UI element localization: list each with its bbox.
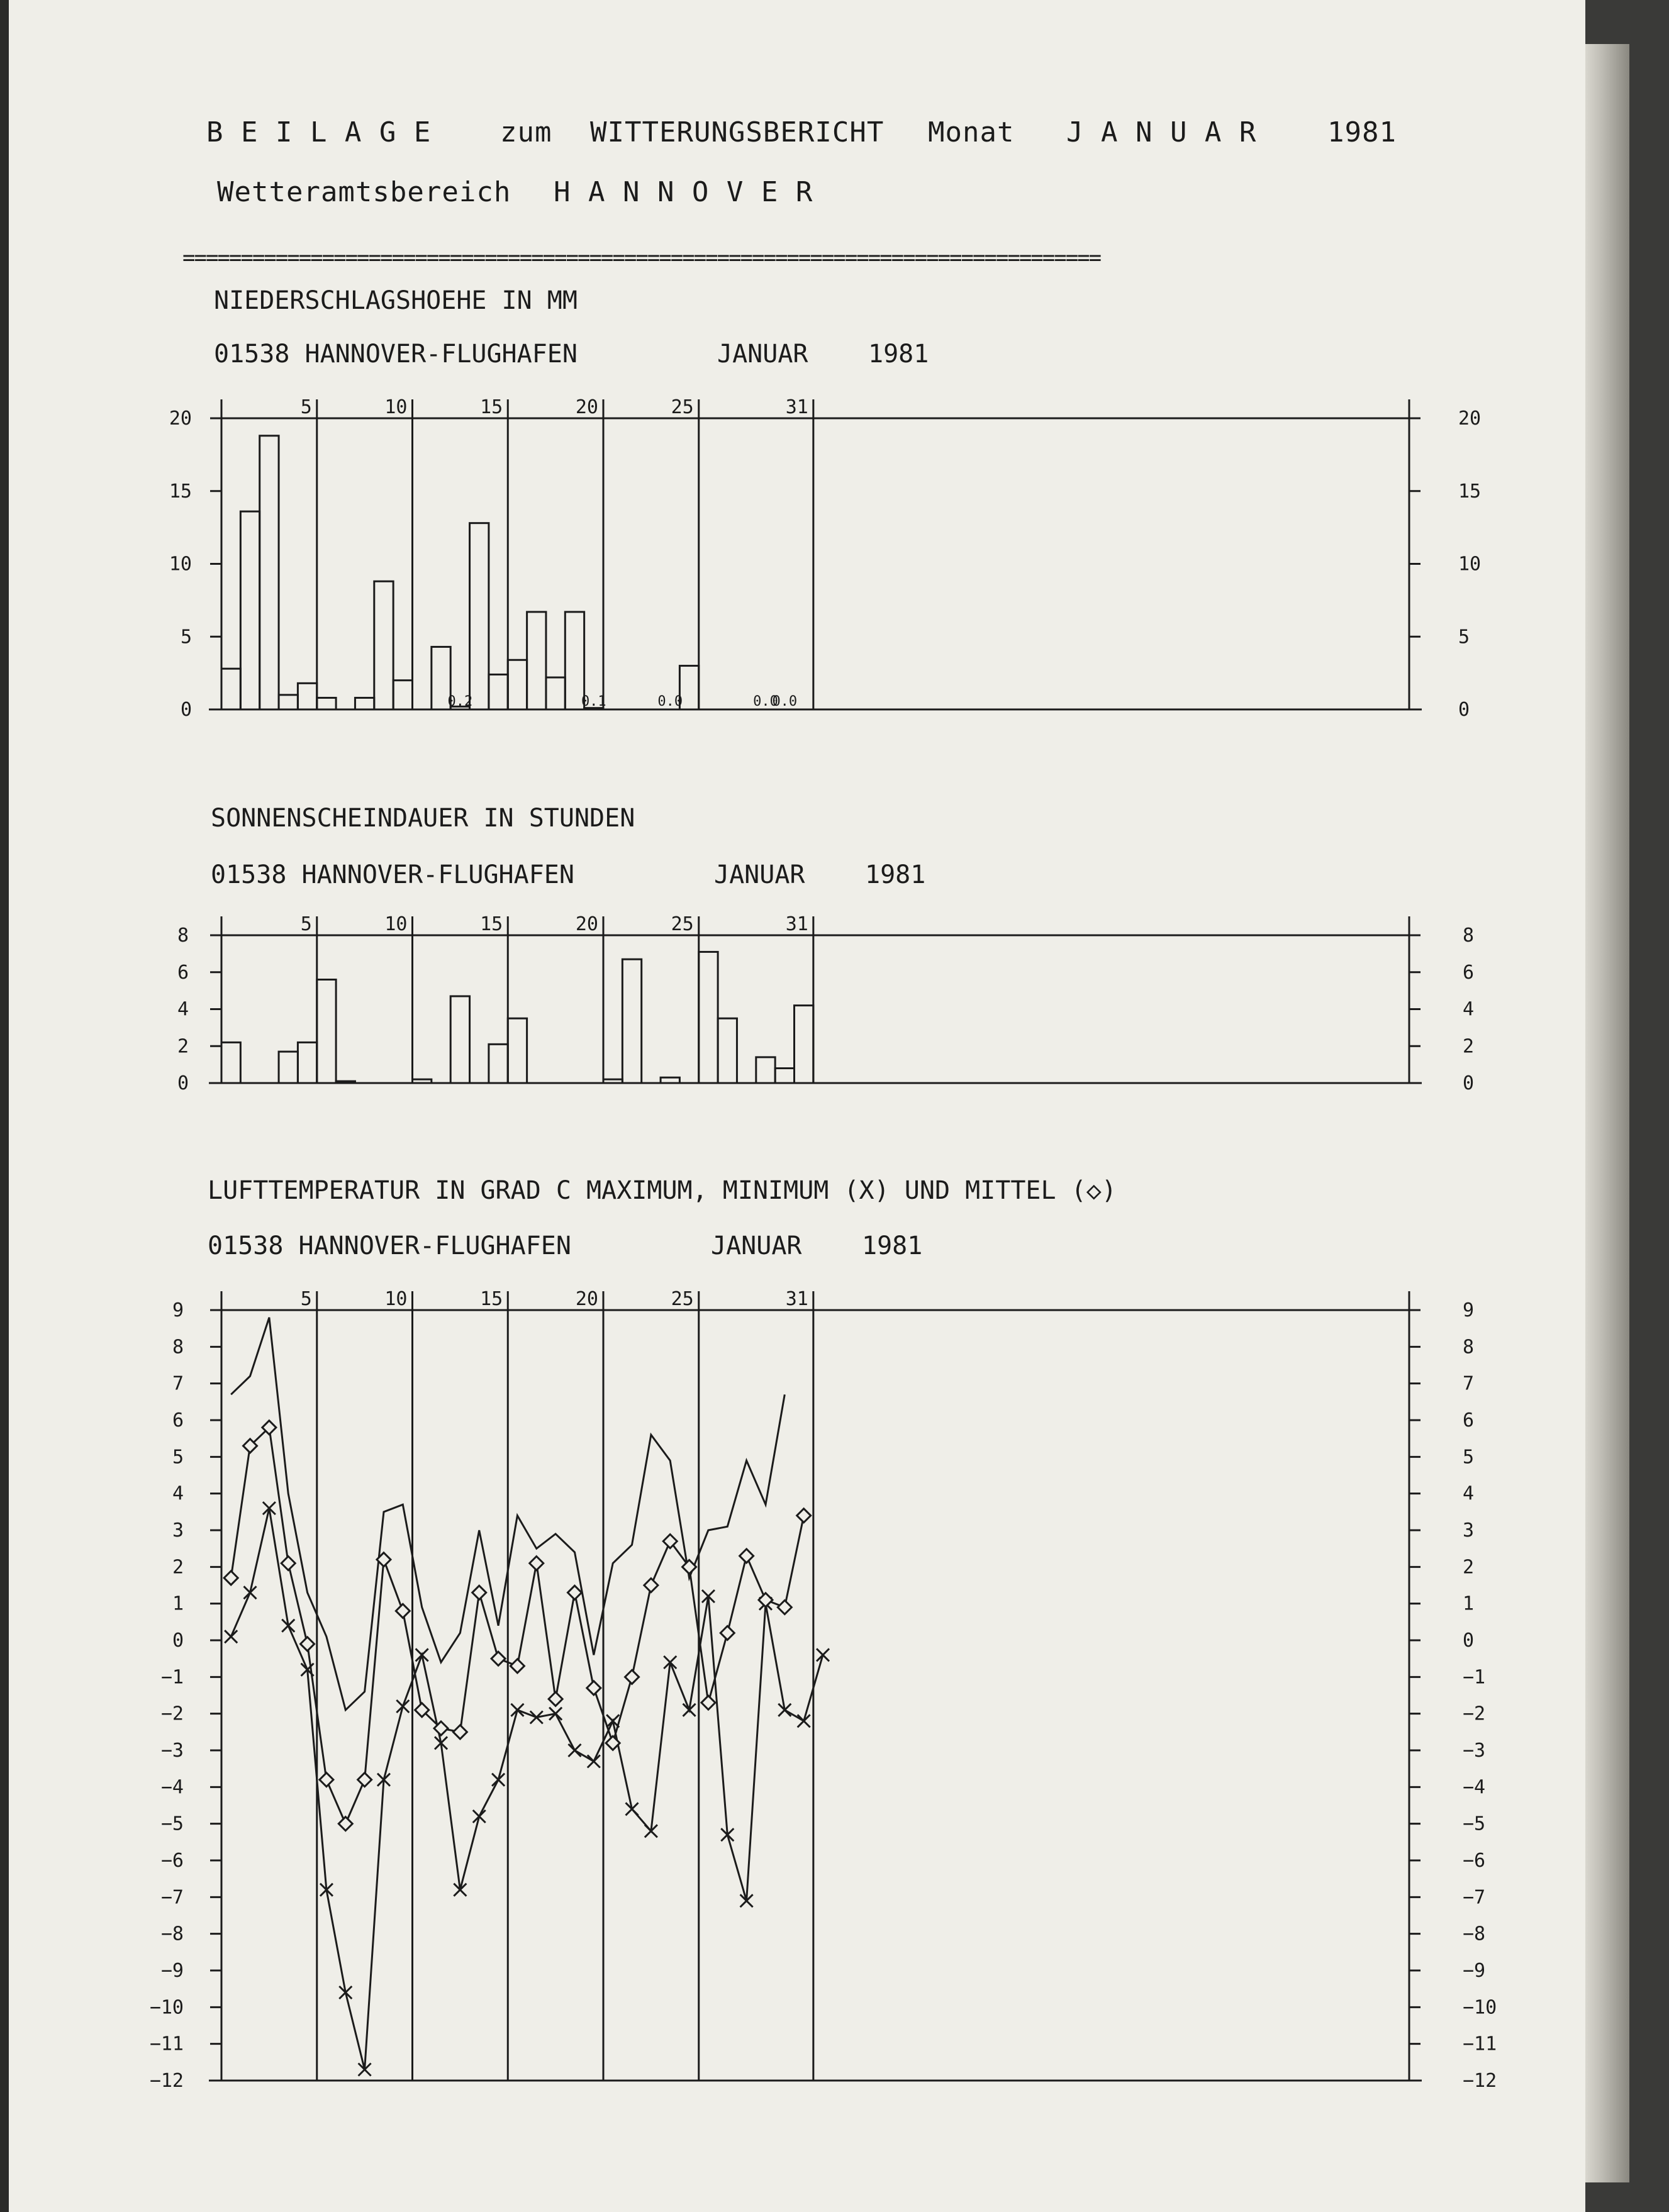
sun-bar-day-5 <box>298 1042 316 1083</box>
temp-marker-mittel <box>720 1626 734 1640</box>
precip-ytick-label-left: 5 <box>180 626 192 648</box>
precip-bar-day-1 <box>221 669 240 709</box>
sun-bar-day-26 <box>699 952 718 1083</box>
sun-ytick-label-right: 4 <box>1463 998 1475 1021</box>
temp-marker-mittel <box>740 1549 754 1563</box>
sun-bar-day-22 <box>622 959 641 1083</box>
temp-marker-mittel <box>549 1692 562 1706</box>
temp-marker-mittel <box>358 1773 372 1787</box>
precip-ytick-label-right: 20 <box>1458 408 1482 430</box>
temp-ytick-label-left: −3 <box>160 1740 184 1762</box>
sun-bar-day-15 <box>489 1044 508 1083</box>
sun-day-label: 31 <box>785 913 808 935</box>
temp-ytick-label-left: 0 <box>172 1630 184 1652</box>
precip-bar-day-4 <box>279 695 298 709</box>
temp-marker-mittel <box>587 1681 601 1695</box>
temp-ytick-label-left: −9 <box>160 1960 184 1982</box>
precip-data-label: 0.0 <box>753 694 778 709</box>
temp-marker-mittel <box>683 1560 696 1574</box>
temp-ytick-label-left: 1 <box>172 1592 184 1615</box>
temp-marker-minimum <box>492 1774 505 1786</box>
temp-marker-minimum <box>473 1810 486 1823</box>
sun-bar-day-24 <box>661 1077 679 1083</box>
precip-year: 1981 <box>868 340 929 369</box>
temp-station: 01538 HANNOVER-FLUGHAFEN <box>208 1231 571 1260</box>
sun-day-label: 5 <box>300 913 312 935</box>
precip-bar-day-3 <box>260 436 279 709</box>
sun-bar-day-1 <box>221 1042 240 1083</box>
temp-ytick-label-right: −8 <box>1463 1923 1486 1945</box>
temp-ytick-label-left: −11 <box>149 2033 184 2055</box>
temp-ytick-label-right: −1 <box>1463 1666 1486 1689</box>
sun-bar-day-7 <box>336 1081 355 1083</box>
precip-bar-day-18 <box>546 677 565 709</box>
temp-marker-mittel <box>606 1736 620 1750</box>
temp-ytick-label-right: 2 <box>1463 1556 1475 1579</box>
year-label: 1981 <box>1327 116 1397 148</box>
beilage-label: B E I L A G E <box>206 116 432 148</box>
temp-day-label: 10 <box>384 1288 408 1310</box>
temp-ytick-label-right: 1 <box>1463 1592 1475 1615</box>
monat-label: Monat <box>928 116 1015 148</box>
sun-ytick-label-right: 6 <box>1463 961 1475 984</box>
temp-ytick-label-left: −12 <box>149 2070 184 2092</box>
temp-ytick-label-right: −5 <box>1463 1813 1486 1835</box>
bereich-name: H A N N O V E R <box>554 176 813 208</box>
precip-ytick-label-right: 5 <box>1458 626 1470 648</box>
temp-marker-mittel <box>567 1586 581 1599</box>
temp-title: LUFTTEMPERATUR IN GRAD C MAXIMUM, MINIMUM (X) UND MITTEL (◇) <box>208 1176 1117 1205</box>
bereich-label: Wetteramtsbereich <box>217 176 511 208</box>
temp-marker-mittel <box>281 1557 295 1570</box>
temp-ytick-label-left: 6 <box>172 1409 184 1431</box>
temp-ytick-label-right: −3 <box>1463 1740 1486 1762</box>
precip-data-label: 0.0 <box>772 694 798 709</box>
sun-day-label: 10 <box>384 913 408 935</box>
precip-bar-day-2 <box>240 511 259 709</box>
temp-ytick-label-right: 9 <box>1463 1299 1475 1321</box>
precip-title: NIEDERSCHLAGSHOEHE IN MM <box>214 286 578 315</box>
zum-label: zum <box>500 116 552 148</box>
temp-marker-mittel <box>530 1557 544 1570</box>
temp-ytick-label-left: −4 <box>160 1776 184 1799</box>
temp-marker-minimum <box>396 1700 409 1713</box>
sun-bar-day-4 <box>279 1052 298 1083</box>
precip-station: 01538 HANNOVER-FLUGHAFEN <box>214 340 578 369</box>
precip-bar-day-14 <box>470 523 489 709</box>
temp-ytick-label-left: −8 <box>160 1923 184 1945</box>
temp-marker-mittel <box>396 1604 410 1618</box>
temp-ytick-label-left: 7 <box>172 1372 184 1395</box>
temp-marker-minimum <box>798 1715 810 1727</box>
temp-marker-mittel <box>338 1817 352 1831</box>
precip-ytick-label-left: 20 <box>169 408 192 430</box>
temp-marker-minimum <box>817 1648 829 1661</box>
temp-day-label: 15 <box>480 1288 503 1310</box>
sun-day-label: 15 <box>480 913 503 935</box>
sun-ytick-label-right: 2 <box>1463 1035 1475 1058</box>
precip-ytick-label-left: 10 <box>169 553 192 575</box>
temp-ytick-label-left: −2 <box>160 1703 184 1725</box>
temp-ytick-label-right: 7 <box>1463 1372 1475 1395</box>
temp-ytick-label-left: −10 <box>149 1996 184 2019</box>
temp-ytick-label-left: −1 <box>160 1666 184 1689</box>
temp-marker-mittel <box>759 1593 773 1607</box>
temp-ytick-label-right: −2 <box>1463 1703 1486 1725</box>
sun-ytick-label-left: 0 <box>177 1072 189 1094</box>
temp-line-minimum <box>231 1508 823 2070</box>
temp-marker-minimum <box>568 1744 581 1757</box>
precip-data-label: 0.1 <box>581 694 606 709</box>
sun-day-label: 25 <box>671 913 694 935</box>
precip-bar-day-10 <box>393 681 412 709</box>
temp-ytick-label-right: 8 <box>1463 1336 1475 1359</box>
temp-ytick-label-left: 9 <box>172 1299 184 1321</box>
temp-marker-minimum <box>416 1648 428 1661</box>
precip-ytick-label-left: 15 <box>169 480 192 503</box>
precip-ytick-label-right: 10 <box>1458 553 1482 575</box>
sun-ytick-label-left: 6 <box>177 961 189 984</box>
temp-marker-mittel <box>472 1586 486 1599</box>
temp-marker-mittel <box>797 1509 811 1523</box>
temp-ytick-label-right: 5 <box>1463 1446 1475 1469</box>
separator-line: =============================================================================== <box>182 245 1101 270</box>
temp-ytick-label-right: 3 <box>1463 1520 1475 1542</box>
temp-ytick-label-right: −6 <box>1463 1850 1486 1872</box>
sun-ytick-label-left: 8 <box>177 925 189 947</box>
temp-marker-minimum <box>225 1630 237 1643</box>
temp-ytick-label-right: 0 <box>1463 1630 1475 1652</box>
sun-ytick-label-left: 2 <box>177 1035 189 1058</box>
precip-month: JANUAR <box>717 340 808 369</box>
temp-year: 1981 <box>862 1231 923 1260</box>
sun-day-label: 20 <box>575 913 598 935</box>
precip-ytick-label-left: 0 <box>180 699 192 721</box>
precip-ytick-label-right: 0 <box>1458 699 1470 721</box>
temp-ytick-label-left: 8 <box>172 1336 184 1359</box>
temp-ytick-label-left: 4 <box>172 1482 184 1505</box>
precip-bar-day-17 <box>527 612 546 709</box>
temp-marker-minimum <box>588 1755 600 1768</box>
precip-ytick-label-right: 15 <box>1458 480 1482 503</box>
sun-month: JANUAR <box>714 860 805 889</box>
precip-bar-day-16 <box>508 660 527 709</box>
precip-bar-day-8 <box>355 698 374 709</box>
temp-marker-mittel <box>301 1637 315 1651</box>
temp-ytick-label-right: −10 <box>1463 1996 1497 2019</box>
temp-marker-mittel <box>663 1535 677 1548</box>
sun-year: 1981 <box>865 860 926 889</box>
temp-marker-minimum <box>511 1704 523 1716</box>
precip-day-label: 10 <box>384 396 408 418</box>
temp-marker-mittel <box>778 1601 791 1615</box>
sun-bar-day-16 <box>508 1018 527 1083</box>
sun-bar-day-6 <box>317 980 336 1084</box>
sun-bar-day-29 <box>756 1057 775 1083</box>
sun-ytick-label-left: 4 <box>177 998 189 1021</box>
temp-marker-minimum <box>244 1586 257 1599</box>
precip-data-label: 0.2 <box>447 694 473 709</box>
temp-marker-mittel <box>701 1696 715 1709</box>
precip-bar-day-9 <box>374 581 393 709</box>
temp-ytick-label-right: 6 <box>1463 1409 1475 1431</box>
sun-bar-day-11 <box>413 1079 432 1083</box>
temp-ytick-label-left: 5 <box>172 1446 184 1469</box>
precip-day-label: 20 <box>575 396 598 418</box>
precip-day-label: 31 <box>785 396 808 418</box>
temp-marker-mittel <box>644 1579 658 1592</box>
temp-ytick-label-left: −5 <box>160 1813 184 1835</box>
sun-bar-day-27 <box>718 1018 737 1083</box>
sun-ytick-label-right: 0 <box>1463 1072 1475 1094</box>
temp-ytick-label-left: 2 <box>172 1556 184 1579</box>
bericht-label: WITTERUNGSBERICHT <box>590 116 885 148</box>
temp-day-label: 25 <box>671 1288 694 1310</box>
temp-day-label: 31 <box>785 1288 808 1310</box>
temp-ytick-label-right: −12 <box>1463 2070 1497 2092</box>
temp-ytick-label-left: −7 <box>160 1886 184 1909</box>
temp-ytick-label-right: −9 <box>1463 1960 1486 1982</box>
precip-bar-day-15 <box>489 674 508 709</box>
temp-marker-mittel <box>453 1725 467 1739</box>
sun-bar-day-13 <box>450 996 469 1083</box>
temp-marker-mittel <box>510 1659 524 1673</box>
temp-marker-mittel <box>625 1670 639 1684</box>
temp-month: JANUAR <box>711 1231 802 1260</box>
temp-day-label: 5 <box>300 1288 312 1310</box>
temp-ytick-label-right: −11 <box>1463 2033 1497 2055</box>
temp-ytick-label-right: −7 <box>1463 1886 1486 1909</box>
temp-ytick-label-right: 4 <box>1463 1482 1475 1505</box>
temp-marker-mittel <box>224 1571 238 1585</box>
sun-bar-day-31 <box>795 1006 813 1083</box>
temp-marker-mittel <box>491 1652 505 1665</box>
precip-bar-day-5 <box>298 683 316 709</box>
precip-data-label: 0.0 <box>657 694 683 709</box>
sun-bar-day-21 <box>603 1079 622 1083</box>
precip-day-label: 25 <box>671 396 694 418</box>
sun-ytick-label-right: 8 <box>1463 925 1475 947</box>
precip-day-label: 15 <box>480 396 503 418</box>
temp-ytick-label-left: 3 <box>172 1520 184 1542</box>
temp-ytick-label-right: −4 <box>1463 1776 1486 1799</box>
sun-station: 01538 HANNOVER-FLUGHAFEN <box>211 860 574 889</box>
temp-ytick-label-left: −6 <box>160 1850 184 1872</box>
precip-day-label: 5 <box>300 396 312 418</box>
temp-day-label: 20 <box>575 1288 598 1310</box>
sun-bar-day-30 <box>775 1069 794 1084</box>
temp-marker-mittel <box>320 1773 333 1787</box>
sun-title: SONNENSCHEINDAUER IN STUNDEN <box>211 804 635 833</box>
month-label: J A N U A R <box>1066 116 1257 148</box>
precip-bar-day-6 <box>317 698 336 709</box>
